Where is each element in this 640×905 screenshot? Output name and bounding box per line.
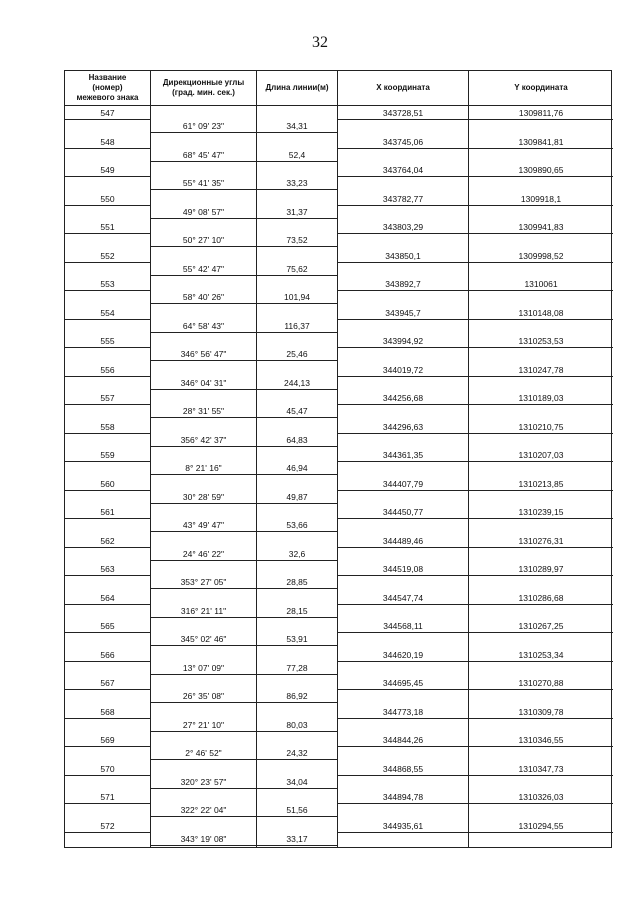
point-x: 344407,79 [382, 478, 424, 489]
row-separator [65, 205, 150, 206]
point-name: 571 [100, 792, 115, 802]
header-angle-text: Дирекционные углы (град. мин. сек.) [162, 78, 245, 97]
point-name: 566 [100, 649, 115, 660]
row-separator [65, 233, 150, 234]
point-y: 1309811,76 [518, 108, 564, 118]
point-y: 1310247,78 [518, 364, 564, 375]
segment-angle: 24° 46' 22" [182, 548, 225, 559]
point-y: 1310326,03 [518, 792, 564, 802]
point-name: 565 [100, 621, 115, 631]
point-x: 344868,55 [382, 763, 424, 774]
segment-angle: 2° 46' 52" [185, 748, 222, 758]
point-y: 1310213,85 [518, 478, 564, 489]
segment-angle: 68° 45' 47" [182, 149, 225, 160]
point-name: 563 [100, 564, 115, 574]
point-y: 1309998,52 [518, 250, 564, 261]
point-x: 343803,29 [382, 222, 424, 232]
point-name: 560 [100, 478, 115, 489]
segment-angle: 353° 27' 05" [180, 577, 227, 587]
row-separator [151, 816, 337, 817]
point-name: 572 [100, 820, 115, 831]
header-angle [151, 71, 256, 105]
row-separator [151, 132, 337, 133]
point-name: 555 [100, 336, 115, 346]
point-x: 343945,7 [385, 307, 421, 318]
segment-length: 33,23 [286, 178, 308, 188]
row-separator [338, 490, 613, 491]
segment-angle: 49° 08' 57" [182, 206, 225, 217]
segment-angle: 50° 27' 10" [182, 235, 225, 245]
point-x: 344547,74 [382, 592, 424, 603]
row-separator [338, 746, 613, 747]
row-separator [65, 604, 150, 605]
point-name: 553 [100, 279, 115, 289]
row-separator [338, 176, 613, 177]
row-separator [151, 645, 337, 646]
segment-length: 80,03 [286, 719, 308, 730]
row-separator [65, 290, 150, 291]
segment-angle: 345° 02' 46" [180, 634, 227, 644]
point-name: 550 [100, 193, 115, 204]
segment-length: 53,91 [286, 634, 308, 644]
point-name: 552 [100, 250, 115, 261]
point-x: 343892,7 [385, 279, 421, 289]
row-separator [65, 490, 150, 491]
segment-length: 64,83 [286, 434, 308, 445]
point-y: 1310270,88 [518, 678, 564, 688]
segment-length: 45,47 [286, 406, 308, 416]
point-name: 559 [100, 450, 115, 460]
row-separator [338, 689, 613, 690]
row-separator [65, 775, 150, 776]
segment-length: 24,32 [286, 748, 308, 758]
segment-length: 34,31 [286, 121, 308, 131]
segment-length: 77,28 [286, 662, 308, 673]
segment-angle: 30° 28' 59" [182, 491, 225, 502]
row-separator [65, 661, 150, 662]
segment-length: 28,85 [286, 577, 308, 587]
point-y: 1310289,97 [518, 564, 564, 574]
point-x: 344568,11 [383, 621, 423, 631]
point-x: 344489,46 [382, 535, 424, 546]
point-name: 547 [100, 108, 115, 118]
row-separator [65, 347, 150, 348]
row-separator [151, 702, 337, 703]
point-x: 344935,61 [382, 820, 424, 831]
row-separator [338, 262, 613, 263]
point-y: 1310210,75 [518, 421, 564, 432]
segment-length: 25,46 [286, 349, 308, 359]
point-x: 344256,68 [382, 393, 424, 403]
row-separator [151, 788, 337, 789]
point-name: 562 [100, 535, 115, 546]
point-y: 1309841,81 [518, 136, 564, 147]
row-separator [338, 205, 613, 206]
point-x: 343850,1 [385, 250, 421, 261]
row-separator [338, 319, 613, 320]
point-x: 344844,26 [382, 735, 424, 745]
row-separator [151, 161, 337, 162]
segment-angle: 346° 56' 47" [180, 349, 227, 359]
segment-length: 75,62 [286, 263, 308, 274]
point-x: 344450,77 [382, 507, 424, 517]
row-separator [151, 303, 337, 304]
segment-length: 33,17 [286, 833, 308, 844]
row-separator [338, 433, 613, 434]
point-x: 343782,77 [382, 193, 424, 204]
row-separator [65, 176, 150, 177]
row-separator [65, 262, 150, 263]
row-separator [151, 674, 337, 675]
segment-angle: 322° 22' 04" [180, 805, 227, 815]
segment-length: 34,04 [286, 776, 308, 787]
point-name: 569 [100, 735, 115, 745]
point-x: 344019,72 [382, 364, 424, 375]
row-separator [338, 832, 613, 833]
row-separator [65, 832, 150, 833]
segment-length: 28,15 [286, 605, 308, 616]
point-name: 556 [100, 364, 115, 375]
row-separator [65, 718, 150, 719]
row-separator [65, 319, 150, 320]
segment-length: 101,94 [284, 292, 310, 302]
row-separator [338, 575, 613, 576]
segment-angle: 27° 21' 10" [182, 719, 225, 730]
row-separator [338, 604, 613, 605]
segment-angle: 55° 41' 35" [182, 178, 225, 188]
row-separator [151, 731, 337, 732]
point-x: 343728,51 [382, 108, 424, 118]
row-separator [65, 148, 150, 149]
point-y: 1310207,03 [518, 450, 564, 460]
row-separator [338, 347, 613, 348]
segment-angle: 316° 21' 11" [180, 605, 227, 616]
row-separator [338, 376, 613, 377]
point-name: 570 [100, 763, 115, 774]
header-length [257, 71, 337, 105]
header-length-text: Длина линии(м) [265, 83, 329, 92]
header-y-text: Y координата [514, 83, 568, 92]
row-separator [65, 518, 150, 519]
segment-angle: 8° 21' 16" [185, 463, 222, 473]
point-name: 557 [100, 393, 115, 403]
segment-length: 73,52 [286, 235, 308, 245]
row-separator [338, 290, 613, 291]
row-separator [151, 218, 337, 219]
row-separator [338, 547, 613, 548]
row-separator [338, 632, 613, 633]
row-separator [65, 632, 150, 633]
point-name: 551 [100, 222, 115, 232]
segment-angle: 58° 40' 26" [182, 292, 225, 302]
coordinates-table [64, 70, 612, 848]
row-separator [338, 661, 613, 662]
point-y: 1310253,53 [518, 336, 564, 346]
header-y [469, 71, 613, 105]
row-separator [151, 503, 337, 504]
point-name: 554 [100, 307, 115, 318]
segment-angle: 346° 04' 31" [180, 377, 227, 388]
point-name: 549 [100, 165, 115, 175]
point-y: 1310061 [524, 279, 558, 289]
segment-angle: 343° 19' 08" [180, 833, 227, 844]
point-x: 343745,06 [382, 136, 424, 147]
row-separator [338, 404, 613, 405]
segment-angle: 28° 31' 55" [182, 406, 225, 416]
point-x: 343764,04 [382, 165, 424, 175]
segment-angle: 320° 23' 57" [180, 776, 227, 787]
segment-angle: 26° 35' 08" [182, 691, 225, 701]
point-name: 568 [100, 706, 115, 717]
point-y: 1310267,25 [518, 621, 564, 631]
header-name [65, 71, 150, 105]
header-separator [65, 105, 611, 106]
row-separator [151, 417, 337, 418]
segment-length: 32,6 [288, 548, 306, 559]
row-separator [65, 404, 150, 405]
point-name: 567 [100, 678, 115, 688]
row-separator [338, 461, 613, 462]
row-separator [151, 560, 337, 561]
segment-length: 46,94 [286, 463, 308, 473]
row-separator [151, 759, 337, 760]
row-separator [65, 689, 150, 690]
point-x: 343994,92 [382, 336, 424, 346]
point-name: 564 [100, 592, 115, 603]
header-name-text: Название (номер) межевого знака [76, 73, 139, 102]
row-separator [65, 575, 150, 576]
segment-length: 53,66 [286, 520, 308, 530]
row-separator [65, 746, 150, 747]
page-number: 32 [312, 34, 328, 51]
row-separator [151, 531, 337, 532]
point-x: 344519,08 [382, 564, 424, 574]
row-separator [65, 376, 150, 377]
segment-length: 86,92 [286, 691, 308, 701]
row-separator [151, 588, 337, 589]
point-y: 1310148,08 [518, 307, 564, 318]
point-x: 344695,45 [382, 678, 424, 688]
row-separator [338, 119, 613, 120]
point-x: 344296,63 [382, 421, 424, 432]
point-y: 1310239,15 [518, 507, 564, 517]
point-y: 1309941,83 [518, 222, 564, 232]
row-separator [65, 461, 150, 462]
row-separator [151, 617, 337, 618]
row-separator [65, 547, 150, 548]
row-separator [338, 803, 613, 804]
row-separator [151, 474, 337, 475]
row-separator [338, 775, 613, 776]
row-separator [338, 233, 613, 234]
segment-angle: 13° 07' 09" [182, 662, 225, 673]
point-x: 344773,18 [382, 706, 424, 717]
segment-angle: 43° 49' 47" [182, 520, 225, 530]
row-separator [65, 433, 150, 434]
row-separator [338, 718, 613, 719]
segment-length: 31,37 [286, 206, 308, 217]
row-separator [151, 275, 337, 276]
segment-length: 244,13 [284, 377, 310, 388]
point-name: 561 [100, 507, 115, 517]
row-separator [338, 148, 613, 149]
point-y: 1310253,34 [518, 649, 564, 660]
segment-length: 49,87 [286, 491, 308, 502]
point-y: 1310286,68 [518, 592, 564, 603]
row-separator [338, 518, 613, 519]
point-x: 344894,78 [382, 792, 424, 802]
header-x-text: X координата [376, 83, 430, 92]
row-separator [65, 119, 150, 120]
row-separator [151, 389, 337, 390]
row-separator [151, 360, 337, 361]
point-name: 558 [100, 421, 115, 432]
point-y: 1310189,03 [518, 393, 564, 403]
header-x [338, 71, 468, 105]
segment-angle: 61° 09' 23" [182, 121, 225, 131]
segment-length: 51,56 [286, 805, 308, 815]
point-y: 1309918,1 [520, 193, 562, 204]
point-x: 344620,19 [382, 649, 424, 660]
point-y: 1310346,55 [518, 735, 564, 745]
point-y: 1310276,31 [518, 535, 564, 546]
point-name: 548 [100, 136, 115, 147]
point-x: 344361,35 [382, 450, 424, 460]
row-separator [151, 189, 337, 190]
segment-angle: 64° 58' 43" [182, 320, 225, 331]
row-separator [151, 246, 337, 247]
segment-length: 116,37 [284, 320, 310, 331]
row-separator [151, 332, 337, 333]
segment-angle: 55° 42' 47" [182, 263, 225, 274]
segment-length: 52,4 [288, 149, 306, 160]
point-y: 1310309,78 [518, 706, 564, 717]
row-separator [151, 446, 337, 447]
row-separator [65, 803, 150, 804]
segment-angle: 356° 42' 37" [180, 434, 227, 445]
point-y: 1310294,55 [518, 820, 564, 831]
row-separator [151, 845, 337, 846]
point-y: 1310347,73 [518, 763, 564, 774]
point-y: 1309890,65 [518, 165, 564, 175]
